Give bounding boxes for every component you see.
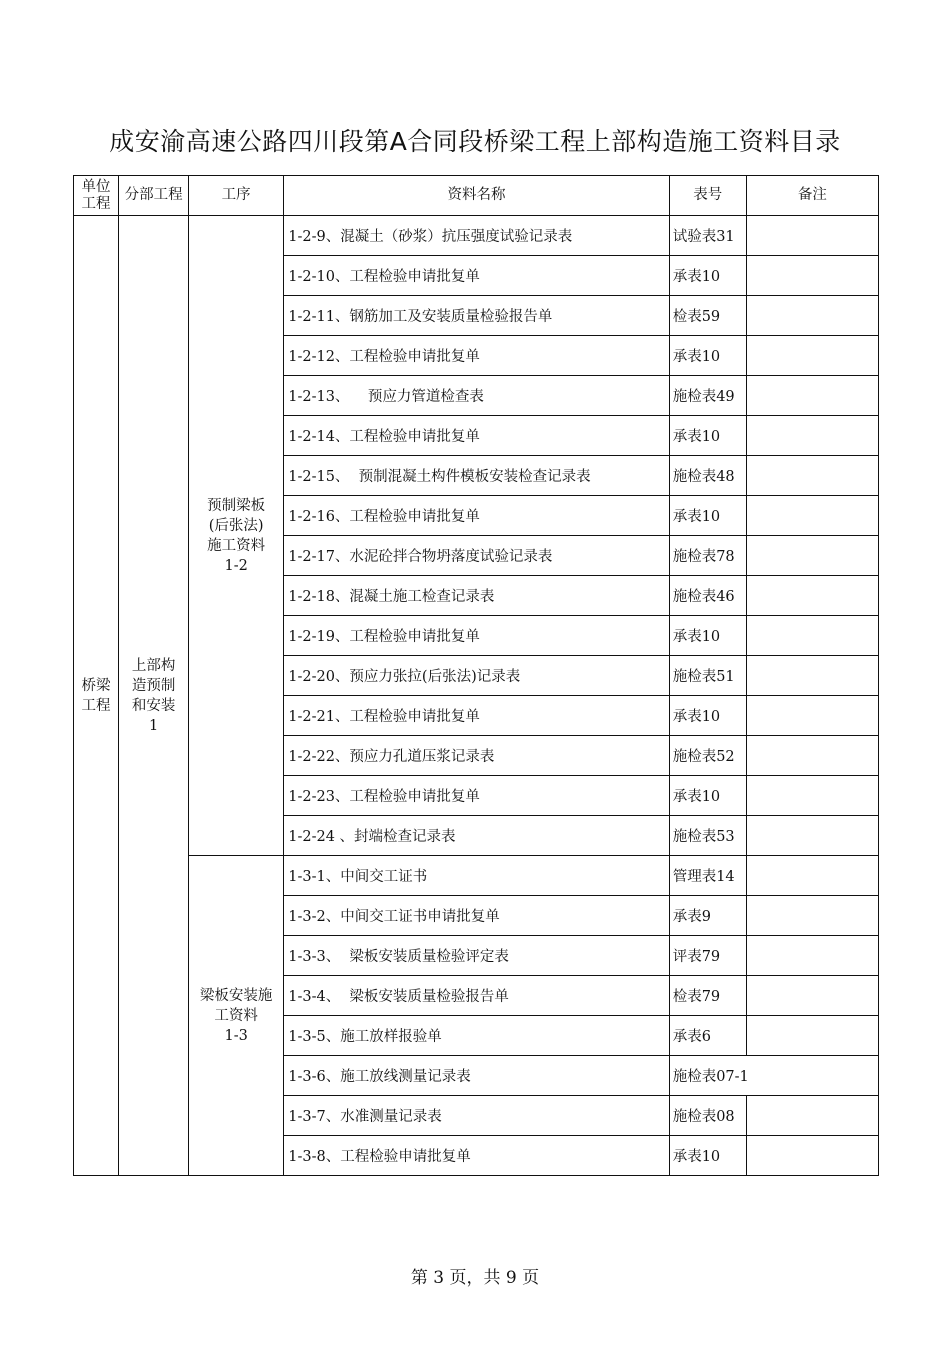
form-number-cell: 承表10 (669, 616, 746, 656)
form-number-cell: 试验表31 (669, 216, 746, 256)
doc-name-cell: 1-2-14、工程检验申请批复单 (284, 416, 669, 456)
catalog-table (73, 175, 879, 1176)
remarks-cell (746, 576, 878, 616)
doc-name-cell: 1-2-17、水泥砼拌合物坍落度试验记录表 (284, 536, 669, 576)
header-doc-name: 资料名称 (284, 176, 669, 216)
form-number-cell: 施检表08 (669, 1096, 746, 1136)
unit-project-cell: 桥梁 工程 (74, 216, 119, 1176)
doc-name-cell: 1-3-7、水准测量记录表 (284, 1096, 669, 1136)
form-number-cell: 承表10 (669, 256, 746, 296)
doc-name-cell: 1-2-11、钢筋加工及安装质量检验报告单 (284, 296, 669, 336)
form-number-cell: 承表10 (669, 776, 746, 816)
remarks-cell (746, 456, 878, 496)
doc-name-cell: 1-2-13、 预应力管道检查表 (284, 376, 669, 416)
doc-name-cell: 1-2-20、预应力张拉(后张法)记录表 (284, 656, 669, 696)
table-row (74, 856, 879, 896)
doc-name-cell: 1-3-3、 梁板安装质量检验评定表 (284, 936, 669, 976)
form-number-cell: 评表79 (669, 936, 746, 976)
form-number-cell: 承表10 (669, 416, 746, 456)
doc-name-cell: 1-2-22、预应力孔道压浆记录表 (284, 736, 669, 776)
remarks-cell (746, 296, 878, 336)
form-number-cell: 施检表51 (669, 656, 746, 696)
page-footer: 第 3 页，共 9 页 (410, 1268, 540, 1288)
form-number-cell: 管理表14 (669, 856, 746, 896)
remarks-cell (746, 216, 878, 256)
form-number-cell: 施检表53 (669, 816, 746, 856)
header-process: 工序 (189, 176, 284, 216)
doc-name-cell: 1-3-2、中间交工证书申请批复单 (284, 896, 669, 936)
header-sub-project: 分部工程 (119, 176, 189, 216)
doc-name-cell: 1-2-12、工程检验申请批复单 (284, 336, 669, 376)
form-number-cell: 承表10 (669, 336, 746, 376)
remarks-cell (746, 1136, 878, 1176)
remarks-cell (746, 376, 878, 416)
form-number-cell: 检表59 (669, 296, 746, 336)
remarks-cell (746, 536, 878, 576)
form-number-cell: 承表10 (669, 696, 746, 736)
form-number-cell: 施检表07-1 (669, 1056, 746, 1096)
remarks-cell (746, 856, 878, 896)
process-cell: 梁板安装施 工资料 1-3 (189, 856, 284, 1176)
remarks-cell (746, 736, 878, 776)
form-number-cell: 承表6 (669, 1016, 746, 1056)
table-row (74, 216, 879, 256)
remarks-cell (746, 616, 878, 656)
remarks-cell (746, 496, 878, 536)
header-remarks: 备注 (746, 176, 878, 216)
doc-name-cell: 1-2-19、工程检验申请批复单 (284, 616, 669, 656)
doc-name-cell: 1-2-21、工程检验申请批复单 (284, 696, 669, 736)
doc-name-cell: 1-3-1、中间交工证书 (284, 856, 669, 896)
form-number-cell: 承表9 (669, 896, 746, 936)
remarks-cell (746, 896, 878, 936)
form-number-cell: 施检表52 (669, 736, 746, 776)
doc-name-cell: 1-2-10、工程检验申请批复单 (284, 256, 669, 296)
form-number-cell: 施检表49 (669, 376, 746, 416)
doc-name-cell: 1-3-4、 梁板安装质量检验报告单 (284, 976, 669, 1016)
doc-name-cell: 1-2-9、混凝土（砂浆）抗压强度试验记录表 (284, 216, 669, 256)
form-number-cell: 施检表78 (669, 536, 746, 576)
doc-name-cell: 1-2-23、工程检验申请批复单 (284, 776, 669, 816)
doc-name-cell: 1-2-15、 预制混凝土构件模板安装检查记录表 (284, 456, 669, 496)
form-number-cell: 承表10 (669, 496, 746, 536)
page-title: 成安渝高速公路四川段第A合同段桥梁工程上部构造施工资料目录 (109, 127, 841, 156)
remarks-cell (746, 256, 878, 296)
form-number-cell: 施检表46 (669, 576, 746, 616)
header-unit-project: 单位 工程 (74, 176, 119, 216)
doc-name-cell: 1-2-16、工程检验申请批复单 (284, 496, 669, 536)
sub-project-cell: 上部构 造预制 和安装 1 (119, 216, 189, 1176)
remarks-cell (746, 656, 878, 696)
doc-name-cell: 1-2-24 、封端检查记录表 (284, 816, 669, 856)
remarks-cell (746, 696, 878, 736)
remarks-cell (746, 1096, 878, 1136)
remarks-cell (746, 1016, 878, 1056)
header-form-number: 表号 (669, 176, 746, 216)
form-number-cell: 承表10 (669, 1136, 746, 1176)
header-row (74, 176, 879, 216)
remarks-cell (746, 416, 878, 456)
remarks-cell (746, 776, 878, 816)
doc-name-cell: 1-3-8、工程检验申请批复单 (284, 1136, 669, 1176)
doc-name-cell: 1-3-5、施工放样报验单 (284, 1016, 669, 1056)
table-body (74, 216, 879, 1176)
doc-name-cell: 1-3-6、施工放线测量记录表 (284, 1056, 669, 1096)
remarks-cell (746, 1056, 878, 1096)
remarks-cell (746, 336, 878, 376)
remarks-cell (746, 936, 878, 976)
remarks-cell (746, 816, 878, 856)
process-cell: 预制梁板 (后张法) 施工资料 1-2 (189, 216, 284, 856)
doc-name-cell: 1-2-18、混凝土施工检查记录表 (284, 576, 669, 616)
form-number-cell: 检表79 (669, 976, 746, 1016)
form-number-cell: 施检表48 (669, 456, 746, 496)
remarks-cell (746, 976, 878, 1016)
